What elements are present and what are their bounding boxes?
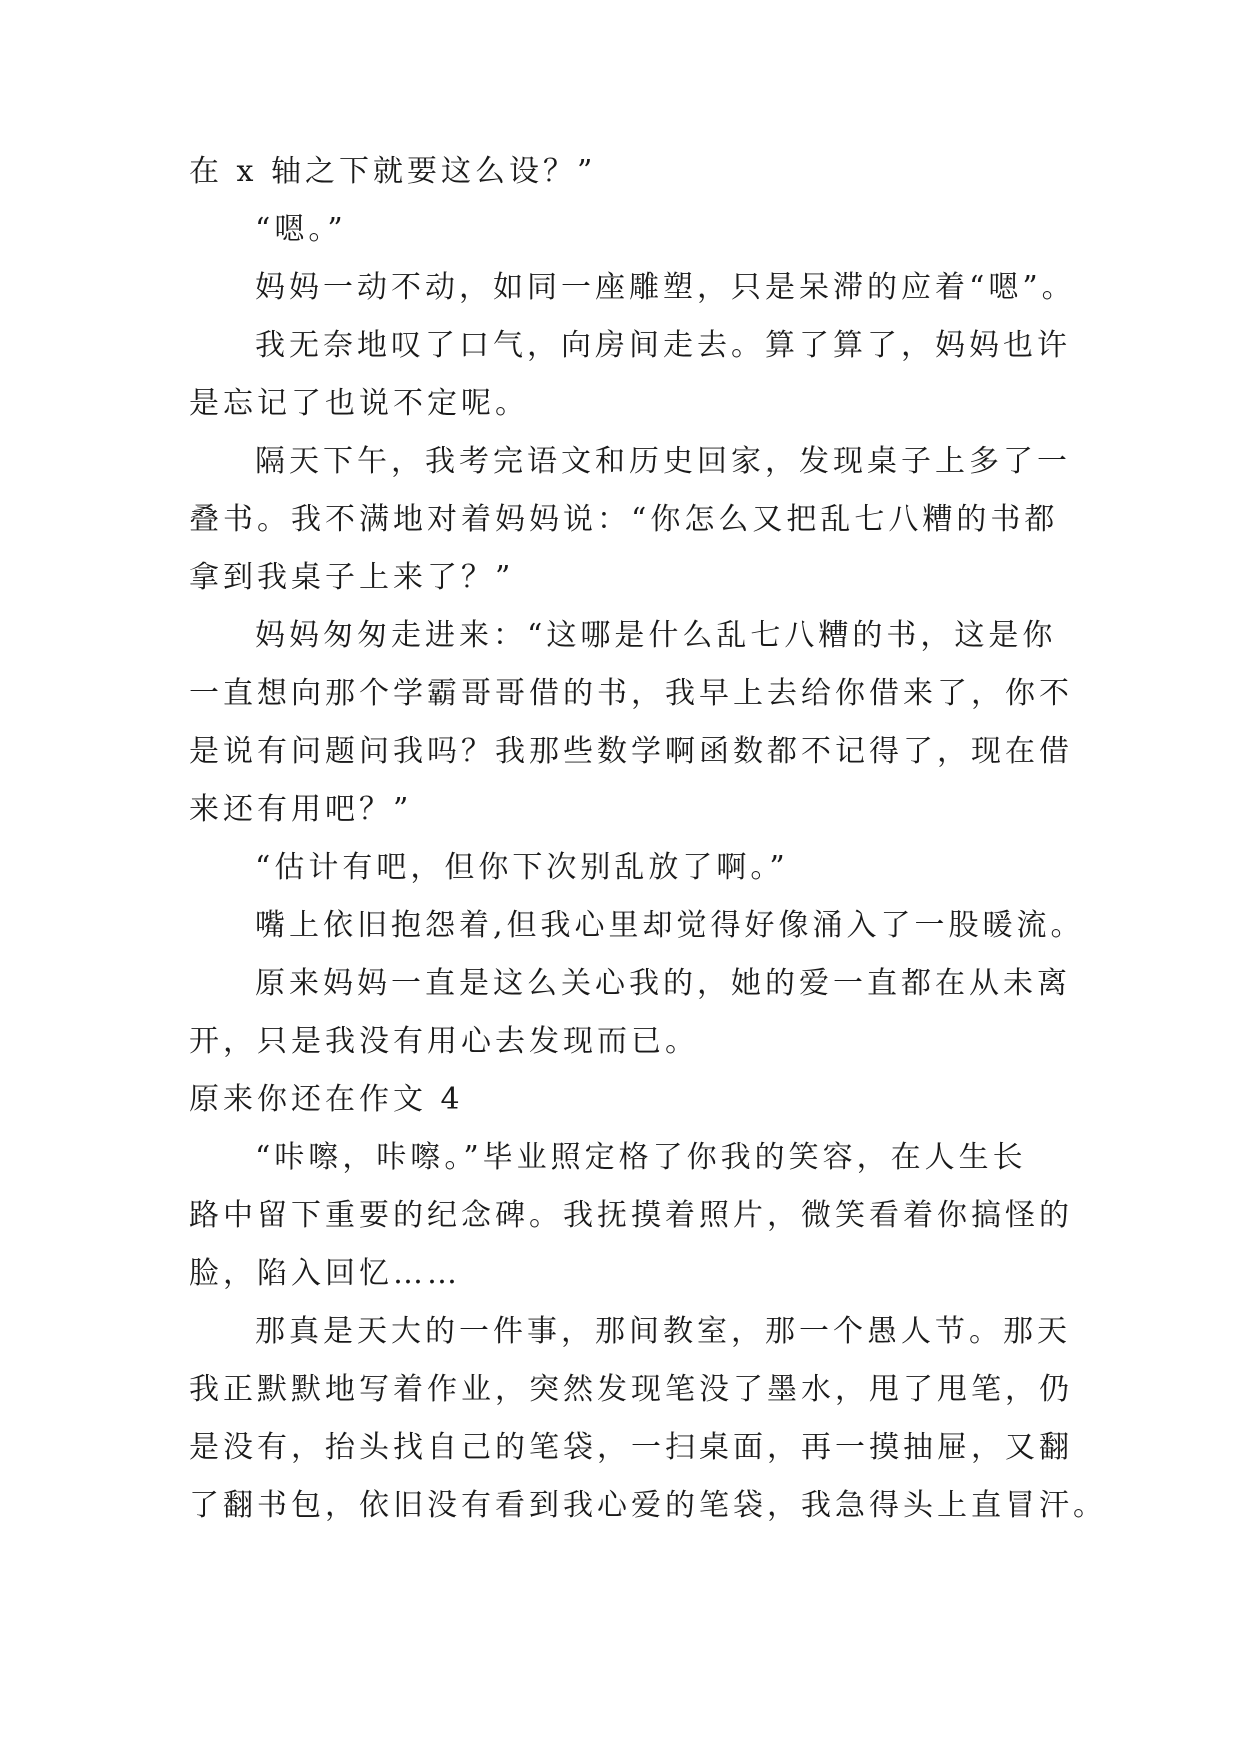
text-line: 叠书。我不满地对着妈妈说：“你怎么又把乱七八糟的书都 (189, 502, 1059, 537)
text-line: 开，只是我没有用心去发现而已。 (189, 1024, 699, 1059)
text-line: 那真是天大的一件事，那间教室，那一个愚人节。那天 (255, 1314, 1071, 1349)
text-line: “咔嚓，咔嚓。”毕业照定格了你我的笑容，在人生长 (255, 1140, 1027, 1175)
text-line: 妈妈一动不动，如同一座雕塑，只是呆滞的应着“嗯”。 (255, 270, 1076, 305)
text-line: 一直想向那个学霸哥哥借的书，我早上去给你借来了，你不 (189, 676, 1073, 711)
text-line: 脸，陷入回忆…… (189, 1256, 461, 1291)
text-line: 我正默默地写着作业，突然发现笔没了墨水，甩了甩笔，仍 (189, 1372, 1073, 1407)
section-heading: 原来你还在作文 4 (189, 1082, 464, 1117)
text-line: 在 x 轴之下就要这么设？” (189, 154, 597, 189)
text-line: 我无奈地叹了口气，向房间走去。算了算了，妈妈也许 (255, 328, 1071, 363)
text-line: “嗯。” (255, 212, 347, 247)
text-line: 妈妈匆匆走进来：“这哪是什么乱七八糟的书，这是你 (255, 618, 1057, 653)
text-line: 隔天下午，我考完语文和历史回家，发现桌子上多了一 (255, 444, 1071, 479)
text-line: 了翻书包，依旧没有看到我心爱的笔袋，我急得头上直冒汗。 (189, 1488, 1107, 1523)
text-line: 嘴上依旧抱怨着,但我心里却觉得好像涌入了一股暖流。 (255, 908, 1085, 943)
text-line: 是没有，抬头找自己的笔袋，一扫桌面，再一摸抽屉，又翻 (189, 1430, 1073, 1465)
text-line: 路中留下重要的纪念碑。我抚摸着照片，微笑看着你搞怪的 (189, 1198, 1073, 1233)
text-line: 是忘记了也说不定呢。 (189, 386, 529, 421)
text-line: 来还有用吧？” (189, 792, 413, 827)
text-line: 是说有问题问我吗？我那些数学啊函数都不记得了，现在借 (189, 734, 1073, 769)
text-line: 拿到我桌子上来了？” (189, 560, 515, 595)
text-line: 原来妈妈一直是这么关心我的，她的爱一直都在从未离 (255, 966, 1071, 1001)
text-line: “估计有吧，但你下次别乱放了啊。” (255, 850, 789, 885)
